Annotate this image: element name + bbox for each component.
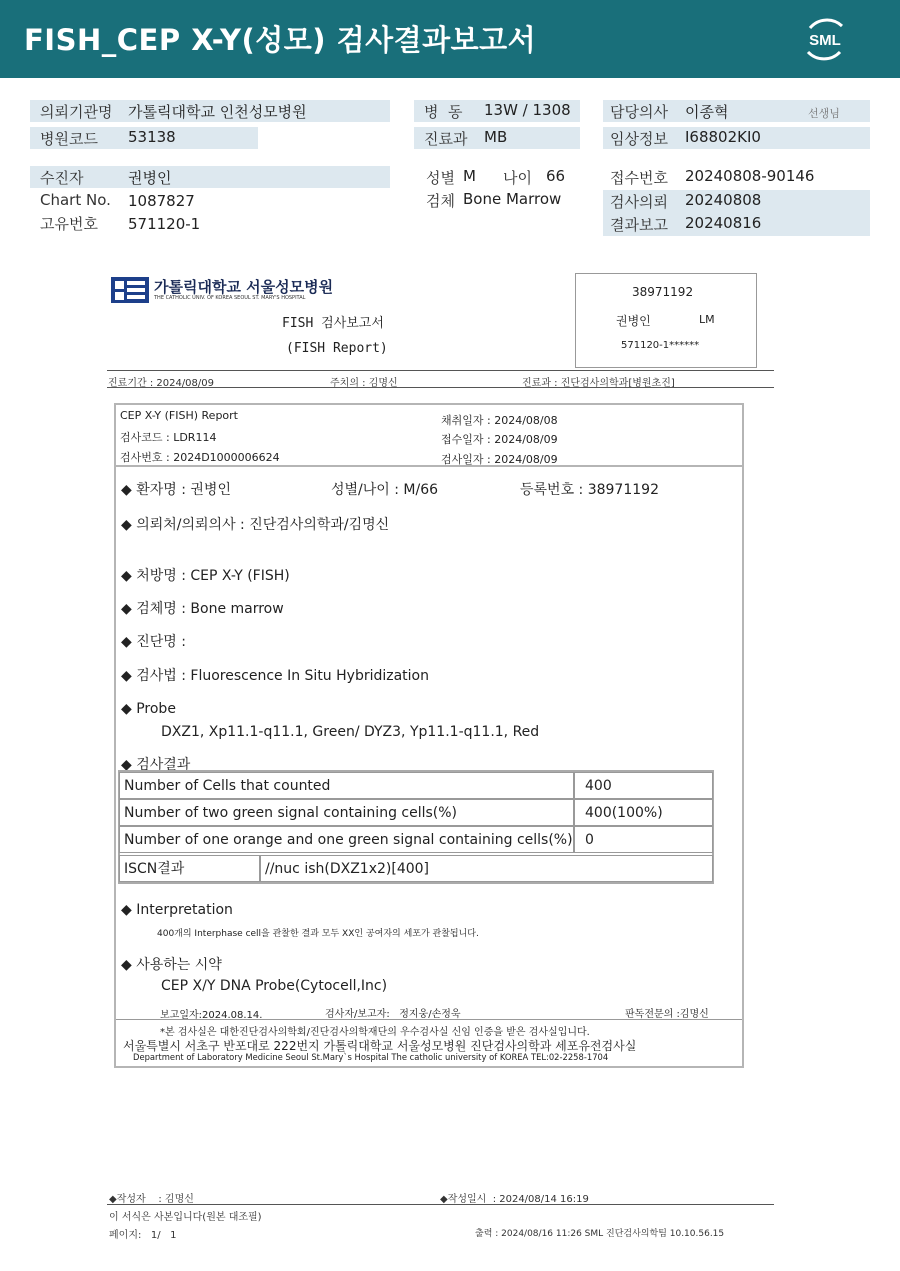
hospital-emblem-icon bbox=[110, 276, 150, 304]
result-label-cell: Number of one orange and one green signal containing cells(%) bbox=[119, 826, 574, 853]
test-number: 검사번호 : 2024D1000006624 bbox=[120, 451, 280, 464]
request-value: 20240808 bbox=[685, 191, 762, 209]
doctor-label: 담당의사 bbox=[610, 103, 668, 121]
sex-age-line: 성별/나이 : M/66 bbox=[331, 482, 439, 498]
sml-logo-icon bbox=[800, 14, 850, 64]
doctor-suffix: 선생님 bbox=[808, 107, 840, 120]
report-title: FISH_CEP X-Y(성모) 검사결과보고서 bbox=[24, 23, 537, 57]
visit-dept: 진료과 : 진단검사의학과[병원초진] bbox=[522, 378, 675, 389]
visit-period: 진료기간 : 2024/08/09 bbox=[108, 378, 215, 389]
examiner: 검사자/보고자: 정지웅/손정욱 bbox=[325, 1009, 461, 1020]
institution-value: 가톨릭대학교 인천성모병원 bbox=[128, 103, 307, 121]
patient-value: 권병인 bbox=[128, 169, 172, 187]
iscn-value-cell: //nuc ish(DXZ1x2)[400] bbox=[260, 855, 713, 882]
fish-report-title-en: (FISH Report) bbox=[286, 341, 388, 356]
frame-divider bbox=[116, 465, 742, 467]
ward-label: 병 동 bbox=[424, 103, 463, 121]
patient-name-line: ◆ 환자명 : 권병인 bbox=[121, 482, 231, 498]
frame-divider bbox=[116, 1019, 742, 1020]
patient-box-id: 38971192 bbox=[632, 285, 694, 299]
report-name: CEP X-Y (FISH) Report bbox=[120, 409, 238, 422]
divider-line bbox=[107, 1204, 774, 1205]
probe-title: ◆ Probe bbox=[121, 701, 176, 717]
chart-value: 1087827 bbox=[128, 192, 195, 210]
sex-label: 성별 bbox=[426, 169, 455, 187]
patient-label: 수진자 bbox=[40, 169, 84, 187]
reagent-text: CEP X/Y DNA Probe(Cytocell,Inc) bbox=[161, 978, 388, 994]
referral-line: ◆ 의뢰처/의뢰의사 : 진단검사의학과/김명신 bbox=[121, 517, 390, 533]
age-value: 66 bbox=[546, 167, 566, 185]
collect-date: 채취일자 : 2024/08/08 bbox=[441, 414, 558, 427]
hospital-code-value: 53138 bbox=[128, 128, 176, 146]
prescription-line: ◆ 처방명 : CEP X-Y (FISH) bbox=[121, 568, 290, 584]
specimen-value: Bone Marrow bbox=[463, 190, 562, 208]
method-line: ◆ 검사법 : Fluorescence In Situ Hybridization bbox=[121, 668, 429, 684]
lab-address: 서울특별시 서초구 반포대로 222번지 가톨릭대학교 서울성모병원 진단검사의학과 세포유전검사실 bbox=[123, 1039, 637, 1053]
result-value-cell: 400(100%) bbox=[574, 799, 713, 826]
page-number: 페이지: 1/ 1 bbox=[109, 1230, 177, 1241]
uid-value: 571120-1 bbox=[128, 215, 201, 233]
result-date-label: 결과보고 bbox=[610, 216, 668, 234]
result-value-cell: 400 bbox=[574, 772, 713, 799]
doctor-value: 이종혁 bbox=[685, 103, 729, 121]
test-code: 검사코드 : LDR114 bbox=[120, 431, 217, 444]
specimen-line: ◆ 검체명 : Bone marrow bbox=[121, 601, 284, 617]
patient-box-code: LM bbox=[699, 313, 715, 326]
reagent-title: ◆ 사용하는 시약 bbox=[121, 957, 222, 973]
sex-value: M bbox=[463, 167, 476, 185]
print-info: 출력 : 2024/08/16 11:26 SML 진단검사의학팀 10.10.56.15 bbox=[475, 1229, 725, 1239]
clinical-label: 임상정보 bbox=[610, 130, 668, 148]
patient-box-name: 권병인 bbox=[616, 314, 651, 328]
dept-value: MB bbox=[484, 128, 508, 146]
clinical-value: I68802KI0 bbox=[685, 128, 761, 146]
ward-value: 13W / 1308 bbox=[484, 101, 571, 119]
hospital-code-label: 병원코드 bbox=[40, 130, 98, 148]
hospital-subtitle: THE CATHOLIC UNIV. OF KOREA SEOUL ST. MARY'S HOSPITAL bbox=[154, 295, 306, 301]
specimen-label: 검체 bbox=[426, 192, 455, 210]
request-label: 검사의뢰 bbox=[610, 193, 668, 211]
receive-date: 접수일자 : 2024/08/09 bbox=[441, 433, 558, 446]
hospital-name: 가톨릭대학교 서울성모병원 bbox=[154, 278, 334, 296]
divider-line bbox=[107, 370, 774, 371]
institution-label: 의뢰기관명 bbox=[40, 103, 113, 121]
writer: ◆작성자 : 김명신 bbox=[109, 1194, 194, 1205]
result-date-value: 20240816 bbox=[685, 214, 762, 232]
header-bar bbox=[0, 0, 900, 78]
dept-label: 진료과 bbox=[424, 130, 468, 148]
uid-label: 고유번호 bbox=[40, 215, 98, 233]
probe-text: DXZ1, Xp11.1-q11.1, Green/ DYZ3, Yp11.1-q11.1, Red bbox=[161, 724, 540, 740]
fish-report-title: FISH 검사보고서 bbox=[282, 316, 384, 331]
specialist: 판독전문의 :김명신 bbox=[625, 1009, 709, 1020]
attending-physician: 주치의 : 김명신 bbox=[330, 378, 398, 389]
receipt-label: 접수번호 bbox=[610, 169, 668, 187]
result-label-cell: Number of two green signal containing cells(%) bbox=[119, 799, 574, 826]
registration-line: 등록번호 : 38971192 bbox=[520, 482, 659, 498]
certification-note: *본 검사실은 대한진단검사의학회/진단검사의학재단의 우수검사실 신임 인증을 받은 검사실입니다. bbox=[160, 1027, 590, 1038]
divider-line bbox=[107, 387, 774, 388]
result-title: ◆ 검사결과 bbox=[121, 757, 191, 773]
report-date: 보고일자:2024.08.14. bbox=[160, 1010, 263, 1021]
patient-box-uid: 571120-1****** bbox=[621, 340, 700, 351]
lab-address-en: Department of Laboratory Medicine Seoul St.Mary`s Hospital The catholic university of KOREA TEL:02-2258-1704 bbox=[133, 1052, 609, 1062]
interpretation-title: ◆ Interpretation bbox=[121, 902, 233, 918]
result-value-cell: 0 bbox=[574, 826, 713, 853]
iscn-label-cell: ISCN결과 bbox=[119, 855, 260, 882]
exam-date: 검사일자 : 2024/08/09 bbox=[441, 453, 558, 466]
logo-text: SML bbox=[809, 32, 841, 49]
chart-label: Chart No. bbox=[40, 191, 111, 209]
copy-note: 이 서식은 사본입니다(원본 대조필) bbox=[109, 1212, 262, 1223]
interpretation-text: 400개의 Interphase cell을 관찰한 결과 모두 XX인 공여자의 세포가 관찰됩니다. bbox=[157, 929, 479, 939]
diagnosis-line: ◆ 진단명 : bbox=[121, 634, 186, 650]
patient-row bbox=[30, 166, 390, 188]
receipt-value: 20240808-90146 bbox=[685, 167, 815, 185]
age-label: 나이 bbox=[503, 169, 532, 187]
write-time: ◆작성일시 : 2024/08/14 16:19 bbox=[440, 1194, 589, 1205]
result-label-cell: Number of Cells that counted bbox=[119, 772, 574, 799]
